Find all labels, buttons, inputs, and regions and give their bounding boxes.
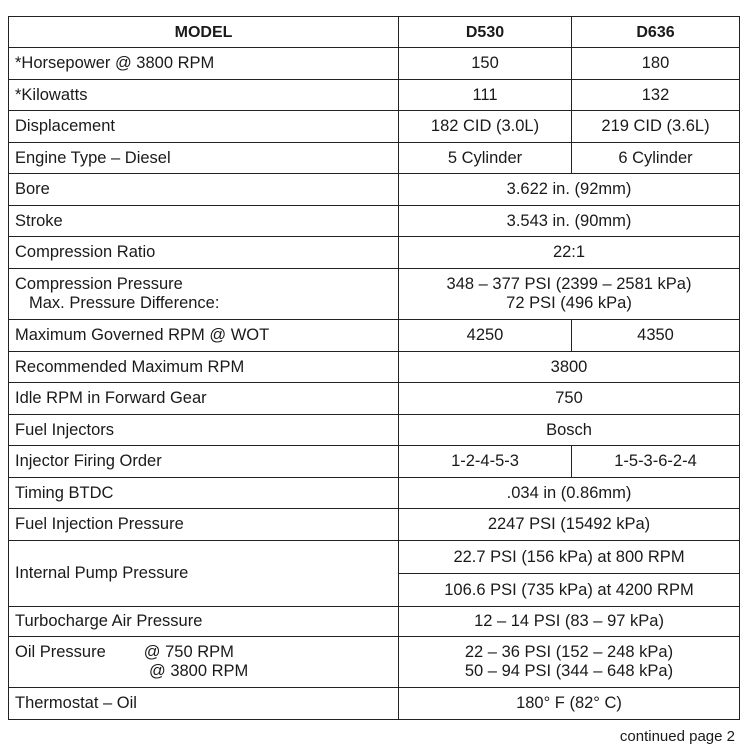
table-row-bore	[9, 174, 740, 206]
table-row-horsepower	[9, 48, 740, 80]
table-row-internal-pump-pressure	[9, 541, 740, 574]
d530-value: 111	[399, 80, 572, 111]
row-label: Displacement	[9, 111, 399, 143]
shared-value: .034 in (0.86mm)	[399, 478, 740, 509]
table-row-engine-type	[9, 143, 740, 174]
d530-value: 1-2-4-5-3	[399, 446, 572, 478]
oil-at-3800: @ 3800 RPM	[149, 662, 249, 680]
d530-value: 182 CID (3.0L)	[399, 111, 572, 143]
shared-value	[399, 269, 740, 320]
table-row-recommended-max-rpm	[9, 352, 740, 383]
table-row-idle-rpm	[9, 383, 740, 415]
shared-value: 22:1	[399, 237, 740, 269]
continued-note: continued page 2	[619, 728, 735, 745]
compression-pressure-label: Compression Pressure	[15, 275, 183, 293]
table-row-turbocharge	[9, 607, 740, 637]
shared-value: 3.622 in. (92mm)	[399, 174, 740, 206]
table-row-max-governed-rpm	[9, 320, 740, 352]
table-row-kilowatts	[9, 80, 740, 111]
row-label: Timing BTDC	[9, 478, 399, 509]
d636-value: 1-5-3-6-2-4	[572, 446, 740, 478]
header-row	[9, 17, 740, 48]
row-label: Injector Firing Order	[9, 446, 399, 478]
row-label: Internal Pump Pressure	[9, 541, 399, 607]
row-label	[9, 269, 399, 320]
d636-value: 132	[572, 80, 740, 111]
shared-value: 3800	[399, 352, 740, 383]
header-d636: D636	[572, 17, 740, 48]
shared-value: 2247 PSI (15492 kPa)	[399, 509, 740, 541]
d636-value: 4350	[572, 320, 740, 352]
oil-pressure-value-2: 50 – 94 PSI (344 – 648 kPa)	[464, 662, 674, 680]
row-label: *Kilowatts	[9, 80, 399, 111]
row-label: *Horsepower @ 3800 RPM	[9, 48, 399, 80]
shared-value: 750	[399, 383, 740, 415]
row-label: Engine Type – Diesel	[9, 143, 399, 174]
header-model: MODEL	[9, 17, 399, 48]
table-row-thermostat-oil	[9, 688, 740, 720]
header-d530: D530	[399, 17, 572, 48]
shared-value: 3.543 in. (90mm)	[399, 206, 740, 237]
oil-pressure-label: Oil Pressure	[15, 643, 106, 661]
row-label	[9, 637, 399, 688]
table-row-timing	[9, 478, 740, 509]
row-label: Compression Ratio	[9, 237, 399, 269]
row-label: Turbocharge Air Pressure	[9, 607, 399, 637]
max-pressure-difference-label: Max. Pressure Difference:	[29, 294, 220, 312]
row-label: Fuel Injection Pressure	[9, 509, 399, 541]
pump-pressure-value-1: 22.7 PSI (156 kPa) at 800 RPM	[399, 541, 740, 574]
d636-value: 6 Cylinder	[572, 143, 740, 174]
oil-pressure-value-1: 22 – 36 PSI (152 – 248 kPa)	[464, 643, 674, 661]
d530-value: 150	[399, 48, 572, 80]
row-label: Fuel Injectors	[9, 415, 399, 446]
d636-value: 219 CID (3.6L)	[572, 111, 740, 143]
table-row-compression-pressure	[9, 269, 740, 320]
d530-value: 5 Cylinder	[399, 143, 572, 174]
engine-spec-table	[8, 16, 740, 720]
table-row-fuel-injectors	[9, 415, 740, 446]
shared-value: 12 – 14 PSI (83 – 97 kPa)	[399, 607, 740, 637]
row-label: Idle RPM in Forward Gear	[9, 383, 399, 415]
table-row-stroke	[9, 206, 740, 237]
d636-value: 180	[572, 48, 740, 80]
shared-value	[399, 637, 740, 688]
oil-at-750: @ 750 RPM	[143, 643, 234, 661]
shared-value: Bosch	[399, 415, 740, 446]
table-row-oil-pressure	[9, 637, 740, 688]
row-label: Bore	[9, 174, 399, 206]
compression-pressure-value: 348 – 377 PSI (2399 – 2581 kPa)	[446, 275, 692, 293]
table-row-fuel-injection-pressure	[9, 509, 740, 541]
row-label: Stroke	[9, 206, 399, 237]
d530-value: 4250	[399, 320, 572, 352]
row-label: Recommended Maximum RPM	[9, 352, 399, 383]
table-row-firing-order	[9, 446, 740, 478]
max-pressure-difference-value: 72 PSI (496 kPa)	[506, 294, 632, 312]
table-row-displacement	[9, 111, 740, 143]
shared-value: 180° F (82° C)	[399, 688, 740, 720]
row-label: Maximum Governed RPM @ WOT	[9, 320, 399, 352]
table-row-compression-ratio	[9, 237, 740, 269]
row-label: Thermostat – Oil	[9, 688, 399, 720]
pump-pressure-value-2: 106.6 PSI (735 kPa) at 4200 RPM	[399, 574, 740, 607]
